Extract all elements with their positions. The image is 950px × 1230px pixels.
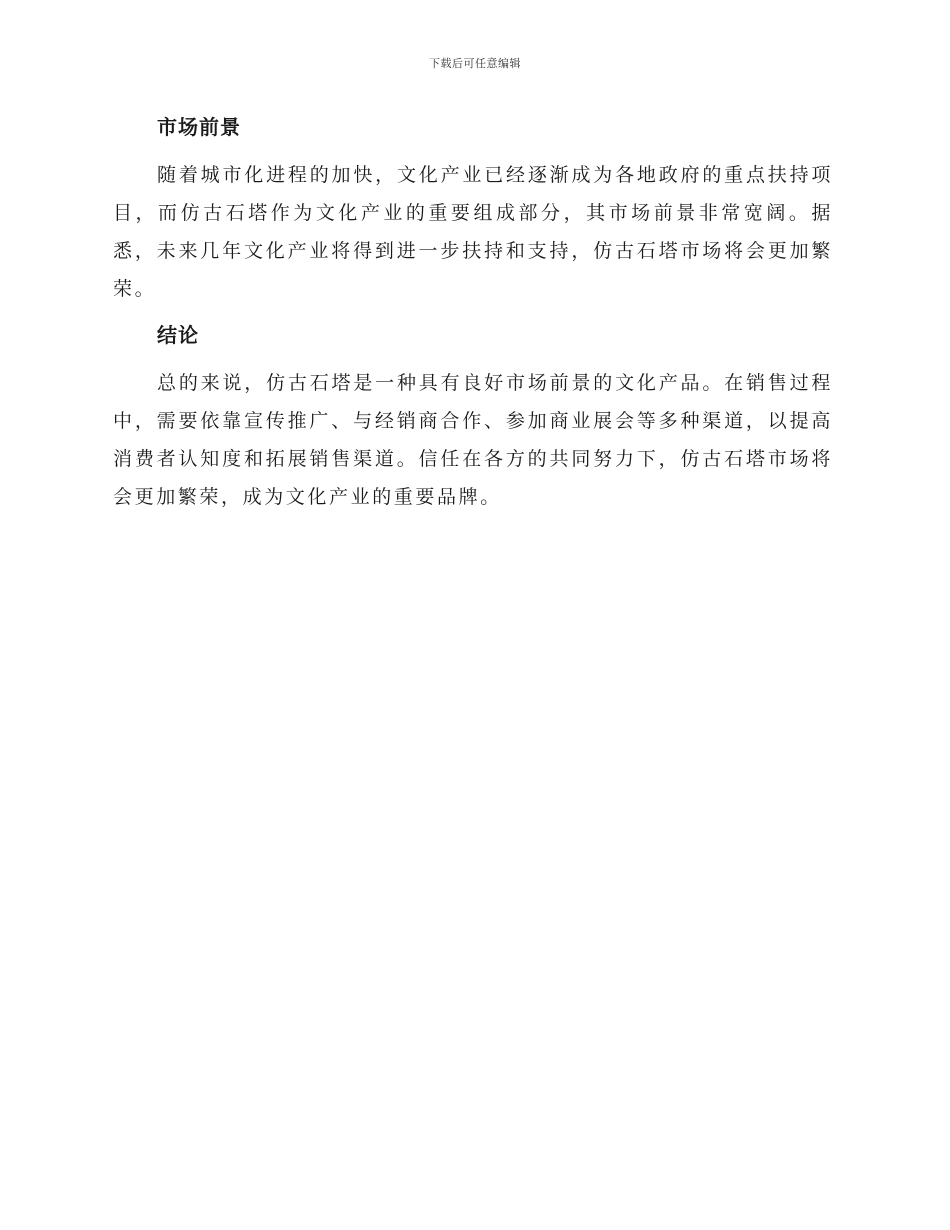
section-heading: 市场前景 xyxy=(157,115,241,139)
page-header-note: 下载后可任意编辑 xyxy=(429,57,521,70)
section-paragraph: 随着城市化进程的加快，文化产业已经逐渐成为各地政府的重点扶持项目，而仿古石塔作为文化产业的重要组成部分，其市场前景非常宽阔。据悉，未来几年文化产业将得到进一步扶持和支持，仿古石塔市场将会更加繁荣。 xyxy=(113,164,833,300)
section-market-outlook xyxy=(113,108,833,308)
section-paragraph: 总的来说，仿古石塔是一种具有良好市场前景的文化产品。在销售过程中，需要依靠宣传推广、与经销商合作、参加商业展会等多种渠道，以提高消费者认知度和拓展销售渠道。信任在各方的共同努力下，仿古石塔市场将会更加繁荣，成为文化产业的重要品牌。 xyxy=(113,372,833,508)
document-content xyxy=(113,108,833,516)
section-conclusion xyxy=(113,316,833,516)
section-heading: 结论 xyxy=(157,323,199,347)
